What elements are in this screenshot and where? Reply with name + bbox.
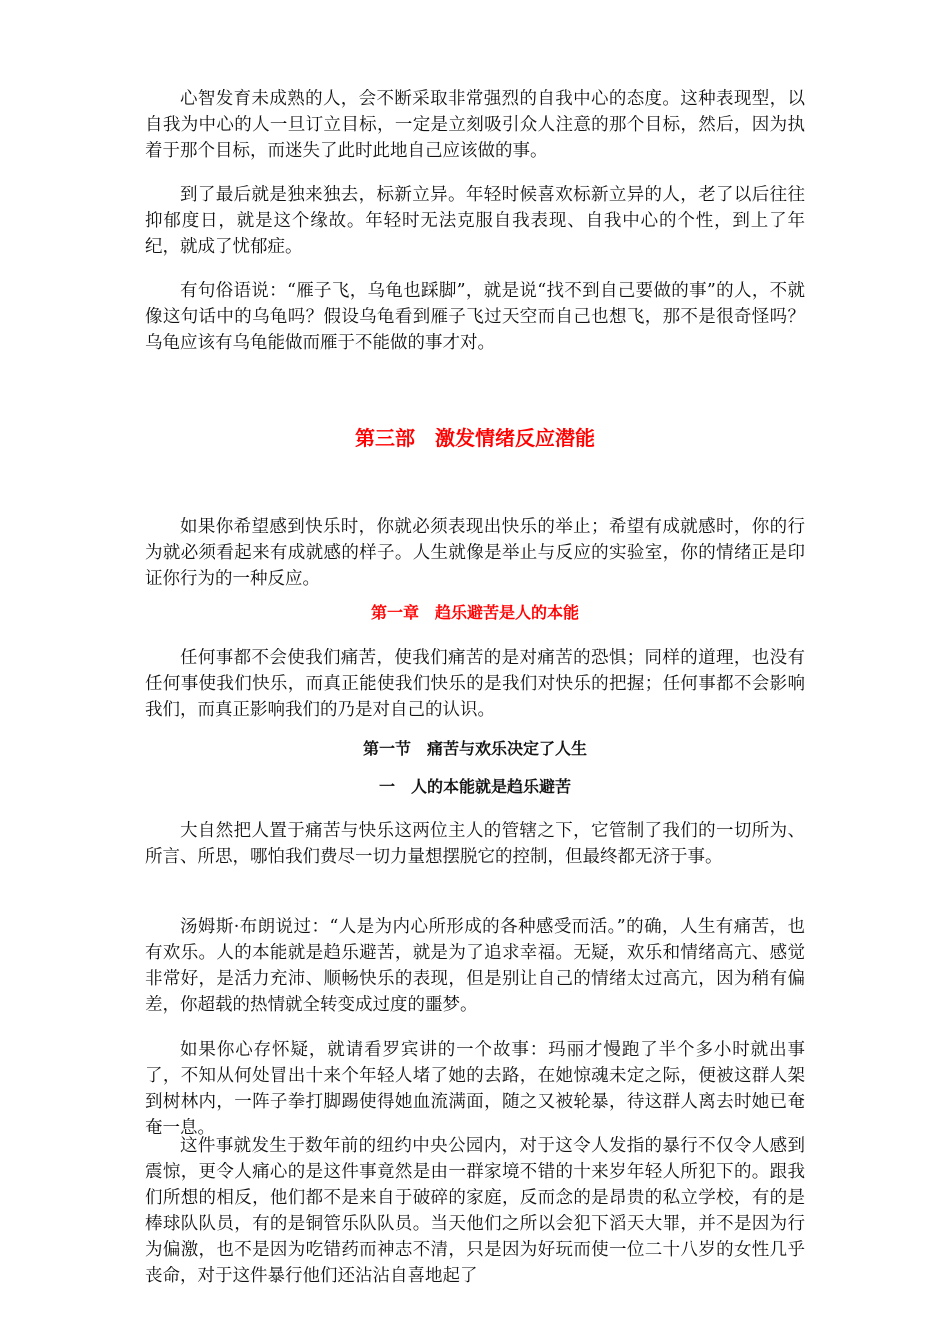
paragraph-central-park: 这件事就发生于数年前的纽约中央公园内，对于这令人发指的暴行不仅令人感到震惊，更令人痛心的是这件事竟然是由一群家境不错的十来岁年轻人所犯下的。跟我们所想的相反，他们都不是来自于破碎的家庭，反而念的是昂贵的私立学校，有的是棒球队队员，有的是铜管乐队队员。当天他们之所以会犯下滔天大罪，并不是因为行为偏激，也不是因为吃错药而神志不清，只是因为好玩而使一位二十八岁的女性几乎丧命，对于这件暴行他们还沾沾自喜地起了 [145,1136,805,1286]
paragraph-mary-story: 如果你心存怀疑，就请看罗宾讲的一个故事：玛丽才慢跑了半个多小时就出事了，不知从何处冒出十来个年轻人堵了她的去路，在她惊魂未定之际，便被这群人架到树林内，一阵子拳打脚踢使得她血流满面，随之又被轮暴，待这群人离去时她已奄奄一息。 [145,1040,805,1138]
subsection-title: 一 人的本能就是趋乐避苦 [378,777,571,796]
section-title: 第一节 痛苦与欢乐决定了人生 [362,739,587,758]
chapter-intro-paragraph: 任何事都不会使我们痛苦，使我们痛苦的是对痛苦的恐惧；同样的道理，也没有任何事使我们快乐，而真正能使我们快乐的是我们对快乐的把握；任何事都不会影响我们，而真正影响我们的乃是对自己的认识。 [145,648,805,720]
part-title: 第三部 激发情绪反应潜能 [355,426,595,450]
paragraph-lonely: 到了最后就是独来独去，标新立异。年轻时候喜欢标新立异的人，老了以后往往抑郁度日，就是这个缘故。年轻时无法克服自我表现、自我中心的个性，到上了年纪，就成了忧郁症。 [145,185,805,257]
paragraph-self-centered: 心智发育未成熟的人，会不断采取非常强烈的自我中心的态度。这种表现型，以自我为中心的人一旦订立目标，一定是立刻吸引众人注意的那个目标，然后，因为执着于那个目标，而迷失了此时此地自己应该做的事。 [145,89,805,161]
part-intro-paragraph: 如果你希望感到快乐时，你就必须表现出快乐的举止；希望有成就感时，你的行为就必须看起来有成就感的样子。人生就像是举止与反应的实验室，你的情绪正是印证你行为的一种反应。 [145,517,805,589]
chapter-title: 第一章 趋乐避苦是人的本能 [370,603,579,622]
paragraph-proverb: 有句俗语说：“雁子飞，乌龟也踩脚”，就是说“找不到自己要做的事”的人，不就像这句话中的乌龟吗？假设乌龟看到雁子飞过天空而自己也想飞，那不是很奇怪吗？乌龟应该有乌龟能做而雁于不能做的事才对。 [145,281,805,353]
paragraph-thomas-brown: 汤姆斯·布朗说过：“人是为内心所形成的各种感受而活。”的确，人生有痛苦，也有欢乐。人的本能就是趋乐避苦，就是为了追求幸福。无疑，欢乐和情绪高亢、感觉非常好，是活力充沛、顺畅快乐的表现，但是别让自己的情绪太过高亢，因为稍有偏差，你超载的热情就全转变成过度的噩梦。 [145,917,805,1015]
paragraph-nature: 大自然把人置于痛苦与快乐这两位主人的管辖之下，它管制了我们的一切所为、所言、所思，哪怕我们费尽一切力量想摆脱它的控制，但最终都无济于事。 [145,821,805,867]
